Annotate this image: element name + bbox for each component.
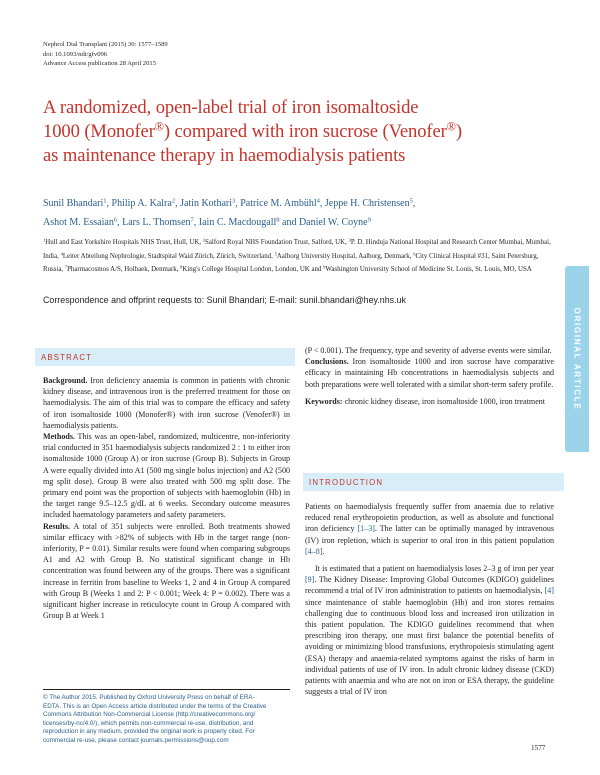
abstract-keywords xyxy=(305,396,554,407)
title-part: ) compared with iron sucrose (Venofer xyxy=(163,121,447,142)
affiliation-text: Hull and East Yorkshire Hospitals NHS Trust, Hull, UK, xyxy=(45,239,203,246)
separator: , xyxy=(319,198,325,209)
license-notice xyxy=(43,694,293,746)
conclusions-text: Iron isomaltoside 1000 and iron sucrose have comparative efficacy in maintaining Hb concentrations in haemodialysis subjects and both preparations were well tolerated with a similar short-term safety profile. xyxy=(305,357,554,389)
article-title xyxy=(43,96,543,168)
intro-text: . The latter can be optimally managed by intravenous (IV) iron repletion, which is superior to oral iron in this patient population xyxy=(305,524,554,545)
abstract-results xyxy=(43,521,290,622)
citation-link[interactable]: [4–8] xyxy=(305,546,323,556)
introduction-column xyxy=(305,501,554,697)
keywords-label: Keywords: xyxy=(305,396,343,406)
citation-link[interactable]: [9] xyxy=(305,575,315,585)
title-part: ) xyxy=(455,121,462,142)
affiliation-ref: 3 xyxy=(232,197,236,205)
intro-text: It is estimated that a patient on haemodialysis loses 2–3 g of iron per year xyxy=(315,564,554,574)
affiliation-text: Pharmacosmos A/S, Holbaek, Denmark, xyxy=(67,266,181,274)
side-tab-label: ORIGINAL ARTICLE xyxy=(572,307,582,411)
author-name[interactable]: Philip A. Kalra xyxy=(111,198,172,209)
separator: , xyxy=(106,198,112,209)
correspondence: Correspondence and offprint requests to: Sunil Bhandari; E-mail: sunil.bhandari@hey.nhs.uk xyxy=(43,295,406,305)
affiliation-number: 7 xyxy=(64,264,68,270)
affiliation-text: Aalborg University Hospital, Aalborg, Denmark, xyxy=(276,252,414,260)
affiliation-ref: 2 xyxy=(171,197,176,205)
affiliation-number: 3 xyxy=(348,237,351,243)
affiliation-text: P. D. Hinduja National Hospital and Research Center Mumbai, Mumbai, India, xyxy=(43,239,551,260)
affiliation-ref: 9 xyxy=(367,216,371,224)
affiliations xyxy=(43,236,558,277)
license-line: © The Author 2015. Published by Oxford University Press on behalf of ERA- xyxy=(43,694,255,701)
abstract-heading: ABSTRACT xyxy=(35,348,295,366)
journal-doi[interactable]: doi: 10.1093/ndt/gfv096 xyxy=(43,50,108,58)
affiliation-text: Leiter Abteilung Nephrologie, Stadtspital Waid Zürich, Zürich, Switzerland, xyxy=(62,252,275,260)
affiliation-number: 9 xyxy=(323,264,326,270)
affiliation-ref: 8 xyxy=(276,216,280,224)
license-line: licenses/by-nc/4.0/), which permits non-commercial re-use, distribution, and xyxy=(43,719,254,727)
intro-text: . The Kidney Disease: Improving Global Outcomes (KDIGO) guidelines recommend a trial of IV iron administration to patients on haemodialysis, xyxy=(305,575,554,596)
license-line: EDTA. This is an Open Access article distributed under the terms of the Creative xyxy=(43,702,267,710)
title-line-3: as maintenance therapy in haemodialysis patients xyxy=(43,145,406,166)
page-number: 1577 xyxy=(531,744,546,752)
registered-mark: ® xyxy=(446,119,456,134)
introduction-heading: INTRODUCTION xyxy=(303,473,564,491)
footnote-divider xyxy=(43,689,290,690)
separator: , xyxy=(412,198,416,209)
author-name[interactable]: Lars L. Thomsen xyxy=(122,217,191,228)
author-list xyxy=(43,194,543,232)
title-part: 1000 (Monofer xyxy=(43,121,155,142)
title-line-1: A randomized, open-label trial of iron isomaltoside xyxy=(43,97,419,118)
methods-text: This was an open-label, randomized, multicentre, non-inferiority trial conducted in 351 haemodialysis subjects randomized 2 : 1 to either iron isomaltoside 1000 (Group A) or iron sucrose (Group B). Subjects in Group A were equally divided into A1 (500 mg single bolus injection) and A2 (500 mg split dose). Group B were also treated with 500 mg split dose. The primary end point was the proportion of subjects with haemoglobin (Hb) in the target range 9.5–12.5 g/dL at 6 weeks. Secondary outcome measures included haematology parameters and safety parameters. xyxy=(43,432,290,520)
advance-access-date: Advance Access publication 28 April 2015 xyxy=(43,60,156,68)
author-name[interactable]: Jeppe H. Christensen xyxy=(324,198,410,209)
journal-citation: Nephrol Dial Transplant (2015) 30: 1577–1589 xyxy=(43,41,168,48)
citation-link[interactable]: [4] xyxy=(544,586,554,596)
separator: , xyxy=(235,198,241,209)
background-label: Background. xyxy=(43,376,88,385)
affiliation-ref: 6 xyxy=(113,216,118,224)
separator: , xyxy=(117,217,123,228)
affiliation-text: Washington University School of Medicine St. Louis, St. Louis, MO, USA xyxy=(325,266,532,274)
affiliation-text: King's College Hospital London, London, UK and xyxy=(182,266,324,274)
license-line: reproduction in any medium, provided the original work is properly cited. For xyxy=(43,728,255,736)
intro-paragraph-2 xyxy=(305,563,554,697)
affiliation-number: 2 xyxy=(202,237,206,243)
affiliation-number: 8 xyxy=(180,264,183,270)
author-name[interactable]: Sunil Bhandari xyxy=(43,198,104,209)
background-text: Iron deficiency anaemia is common in patients with chronic kidney disease, and intravenous iron is the preferred treatment for those on haemodialysis. The aim of this trial was to compare the efficacy and safety of iron isomaltoside 1000 (Monofer®) with iron sucrose (Venofer®) in haemodialysis patients. xyxy=(43,376,290,430)
affiliation-number: 6 xyxy=(413,251,416,257)
affiliation-text: Salford Royal NHS Foundation Trust, Salford, UK, xyxy=(205,239,349,246)
intro-text: Patients on haemodialysis frequently suffer from anaemia due to relative reduced renal erythropoietin production, as well as absolute and functional iron deficiency xyxy=(305,502,554,534)
separator: and xyxy=(279,217,299,228)
intro-text: . xyxy=(322,546,325,556)
intro-text: since maintenance of stable haemoglobin (Hb) and iron stores remains challenging due to continuous blood loss and increased iron utilization in this patient population. The KDIGO guidelines recommend that when prescribing iron therapy, one must first balance the potential benefits of avoiding or minimizing blood transfusions, erythropoiesis stimulating agent (ESA) therapy and anaemia-related symptoms against the risks of harm in individual patients of use of IV iron. In adult chronic kidney disease (CKD) patients with anaemia and who are not on iron or ESA therapy, the guideline suggests a trial of IV iron xyxy=(305,597,554,697)
author-line-2 xyxy=(43,213,543,232)
separator: , xyxy=(193,217,199,228)
affiliation-ref: 4 xyxy=(316,197,320,205)
affiliation-ref: 5 xyxy=(409,197,413,205)
author-name[interactable]: Iain C. Macdougall xyxy=(198,217,277,228)
abstract-right-column xyxy=(305,345,554,407)
affiliation-text: City Clinical Hospital #31, Saint Petersburg, Russia, xyxy=(43,252,539,274)
intro-paragraph-1 xyxy=(305,501,554,557)
abstract-conclusions xyxy=(305,356,554,390)
results-text: A total of 351 subjects were enrolled. Both treatments showed similar efficacy with >82% of subjects with Hb in the target range (non-inferiority, P = 0.01). Similar results were found when comparing subgroups A1 and A2 with Group B. No statistical significant change in Hb concentration was found between any of the groups. There was a significant increase in ferritin from baseline to Weeks 1, 2 and 4 in Group A compared with Group B (Weeks 1 and 2: P < 0.001; Week 4: P = 0.002). There was a significant higher increase in reticulocyte count in Group A compared with Group B at Week 1 xyxy=(43,521,290,621)
author-name[interactable]: Daniel W. Coyne xyxy=(298,217,368,228)
abstract-left-column xyxy=(43,375,290,621)
registered-mark: ® xyxy=(154,119,164,134)
citation-link[interactable]: [1–3] xyxy=(357,524,375,534)
conclusions-label: Conclusions. xyxy=(305,357,349,367)
methods-label: Methods. xyxy=(43,432,75,442)
journal-meta xyxy=(43,40,168,69)
affiliation-ref: 1 xyxy=(103,197,107,205)
results-label: Results. xyxy=(43,521,71,531)
keywords-text: chronic kidney disease, iron isomaltoside 1000, iron treatment xyxy=(342,396,546,406)
affiliation-number: 1 xyxy=(43,237,46,243)
author-name[interactable]: Jatin Kothari xyxy=(180,198,232,209)
separator: , xyxy=(175,198,181,209)
affiliation-number: 5 xyxy=(274,251,277,257)
affiliation-number: 4 xyxy=(60,251,63,257)
author-name[interactable]: Patrice M. Ambühl xyxy=(240,198,317,209)
original-article-tab xyxy=(565,266,589,452)
author-name[interactable]: Ashot M. Essaian xyxy=(43,217,114,228)
abstract-results-continued: (P < 0.001). The frequency, type and severity of adverse events were similar. xyxy=(305,346,552,355)
affiliation-ref: 7 xyxy=(190,216,194,224)
license-line: commercial re-use, please contact journals.permissions@oup.com xyxy=(43,736,229,744)
author-line-1 xyxy=(43,194,543,213)
abstract-background xyxy=(43,375,290,431)
abstract-methods xyxy=(43,431,290,521)
title-line-2 xyxy=(43,120,543,144)
license-line[interactable]: Commons Attribution Non-Commercial License (http://creativecommons.org/ xyxy=(43,711,256,719)
